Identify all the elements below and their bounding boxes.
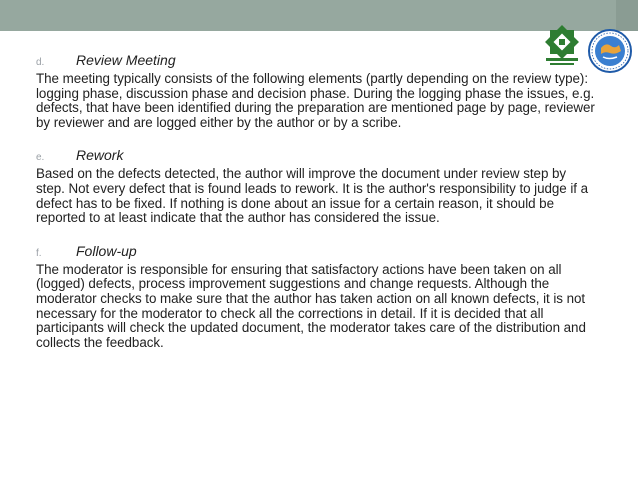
- slide-content: [36, 52, 596, 367]
- section-review-meeting: [36, 52, 596, 130]
- section-letter: f.: [36, 247, 42, 259]
- section-body: The meeting typically consists of the following elements (partly depending on the review type): logging phase, discussion phase and decision phase. During the logging phase the issues, e.g. defects, that have been identified during the preparation are mentioned page by page, reviewer by reviewer and are logged either by the author or by a scribe.: [36, 71, 595, 130]
- section-title: Review Meeting: [76, 52, 176, 68]
- section-title: Rework: [76, 147, 124, 164]
- section-heading: [36, 52, 596, 70]
- section-body: The moderator is responsible for ensuring that satisfactory actions have been taken on all (logged) defects, process improvement suggestions and change requests. Although the moderator checks to make sure that the author has taken action on all known defects, it is not necessary for the moderator to check all the corrections in detail. If it is decided that all participants will check the updated document, the moderator takes care of the distribution and collects the feedback.: [36, 261, 586, 350]
- section-rework: [36, 147, 596, 225]
- section-title: Follow-up: [76, 242, 137, 259]
- section-heading: [36, 147, 596, 165]
- section-letter: e.: [36, 152, 45, 164]
- section-heading: [36, 243, 596, 261]
- section-follow-up: [36, 243, 596, 351]
- section-body: Based on the defects detected, the author will improve the document under review step by step. Not every defect that is found leads to rework. It is the author's responsibility to judge if a defect has to be fixed. If nothing is done about an issue for a certain reason, it should be reported to at least indicate that the author has considered the issue.: [36, 166, 589, 226]
- section-letter: d.: [36, 57, 45, 68]
